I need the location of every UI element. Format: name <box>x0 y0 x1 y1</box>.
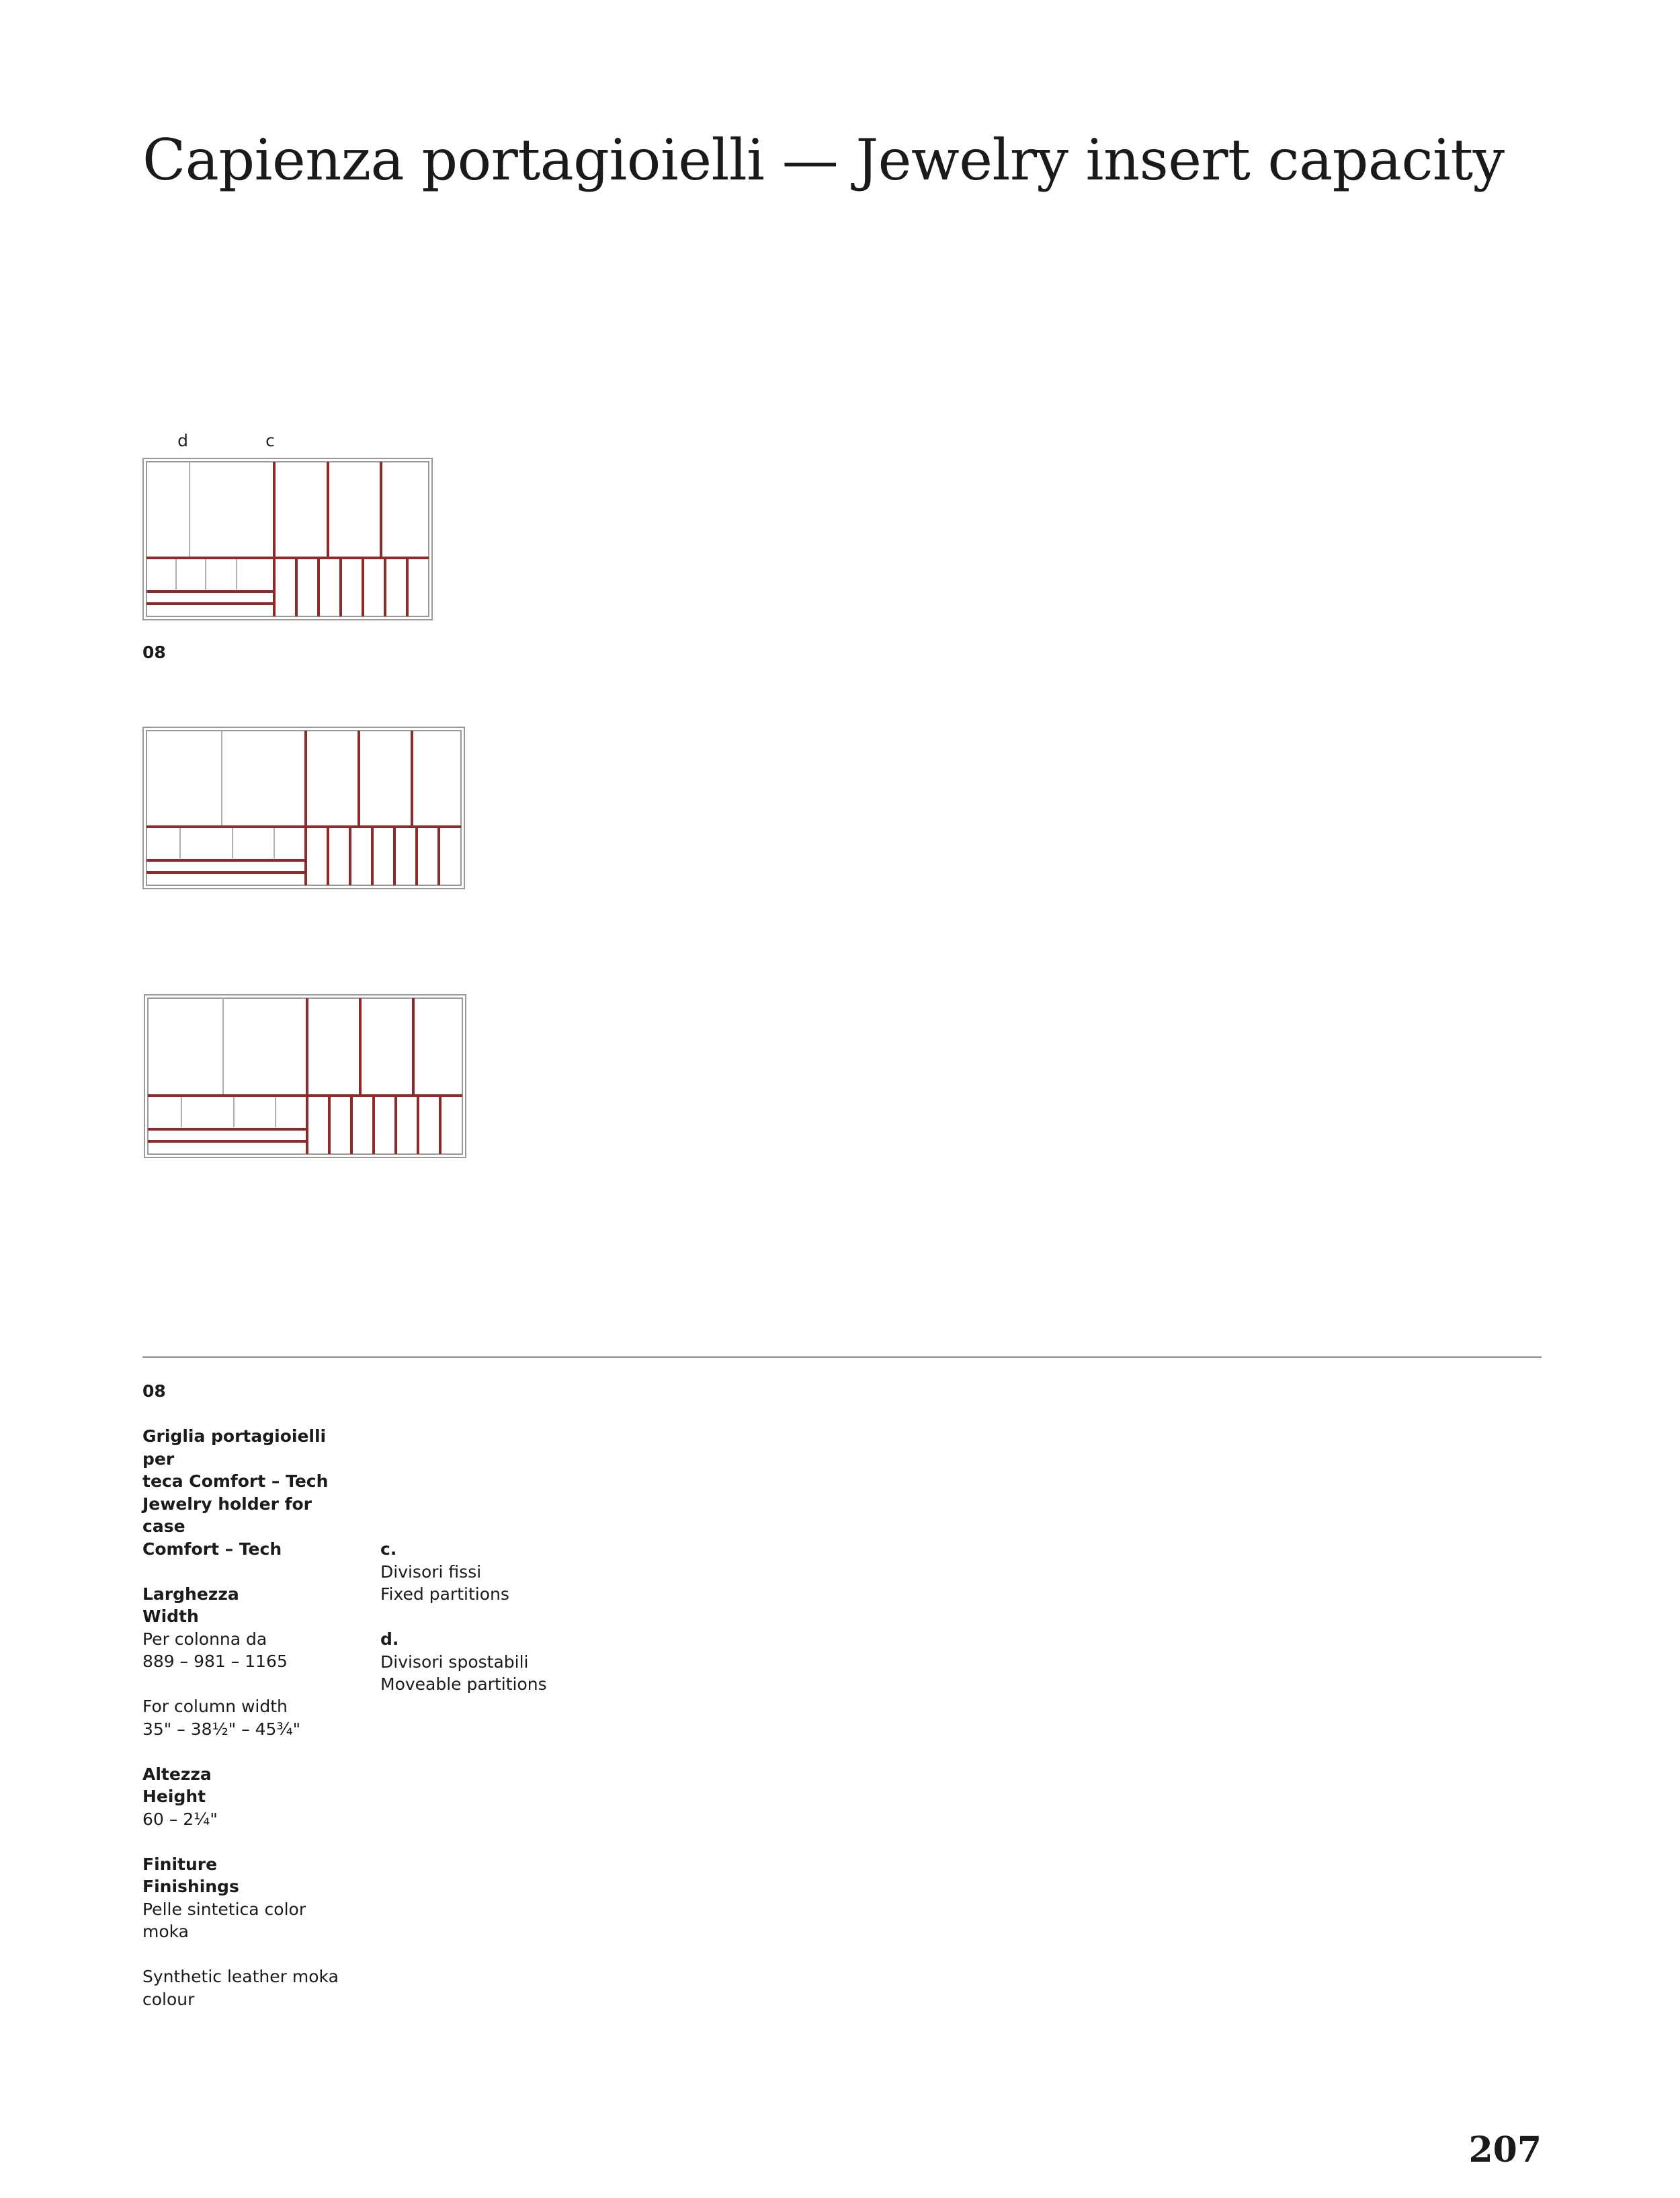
page-number: 207 <box>1468 2129 1542 2170</box>
insert-frame-inner <box>148 998 462 1154</box>
width-value-it: 889 – 981 – 1165 <box>142 1652 288 1671</box>
finishings-value-en: Synthetic leather moka <box>142 1967 339 1986</box>
finishings-value-it: moka <box>142 1922 190 1941</box>
page-title: Capienza portagioielli — Jewelry insert capacity <box>142 127 1505 193</box>
finishings-label-it: Finiture <box>142 1854 218 1874</box>
finishings-label-en: Finishings <box>142 1877 239 1896</box>
label-c: c <box>265 431 275 450</box>
legend-c-it: Divisori fissi <box>380 1561 482 1582</box>
insert-frame-inner <box>146 731 461 885</box>
insert-frame-outer <box>143 458 432 620</box>
product-name-line: Jewelry holder for case <box>142 1494 312 1536</box>
diagram-code-label: 08 <box>142 643 166 662</box>
section-divider <box>142 1356 1542 1358</box>
width-label-it: Larghezza <box>142 1584 239 1604</box>
height-label-it: Altezza <box>142 1764 212 1784</box>
legend-d-en: Moveable partitions <box>380 1674 547 1694</box>
jewelry-insert-diagram-889 <box>141 430 437 625</box>
width-value-it: Per colonna da <box>142 1629 267 1649</box>
height-label-en: Height <box>142 1787 206 1806</box>
legend-d-it: Divisori spostabili <box>380 1652 529 1672</box>
legend-c-key: c. <box>380 1539 397 1559</box>
finishings-value-it: Pelle sintetica color <box>142 1899 306 1919</box>
height-value: 60 – 2¼" <box>142 1809 218 1829</box>
width-value-en: For column width <box>142 1697 288 1716</box>
width-label-en: Width <box>142 1606 199 1626</box>
finishings-value-en: colour <box>142 1989 195 2009</box>
width-value-en: 35" – 38½" – 45¾" <box>142 1719 301 1739</box>
spec-column-legend <box>380 1538 609 1696</box>
product-name-line: Griglia portagioielli per <box>142 1426 327 1469</box>
product-name-line: Comfort – Tech <box>142 1539 282 1559</box>
legend-c-en: Fixed partitions <box>380 1584 509 1604</box>
legend-d-key: d. <box>380 1629 399 1649</box>
jewelry-insert-diagram-1165 <box>142 993 468 1163</box>
label-d: d <box>177 431 188 450</box>
product-name-line: teca Comfort – Tech <box>142 1471 329 1491</box>
spec-code: 08 <box>142 1381 166 1401</box>
jewelry-insert-diagram-981 <box>141 726 467 894</box>
spec-column-main <box>142 1380 358 2010</box>
